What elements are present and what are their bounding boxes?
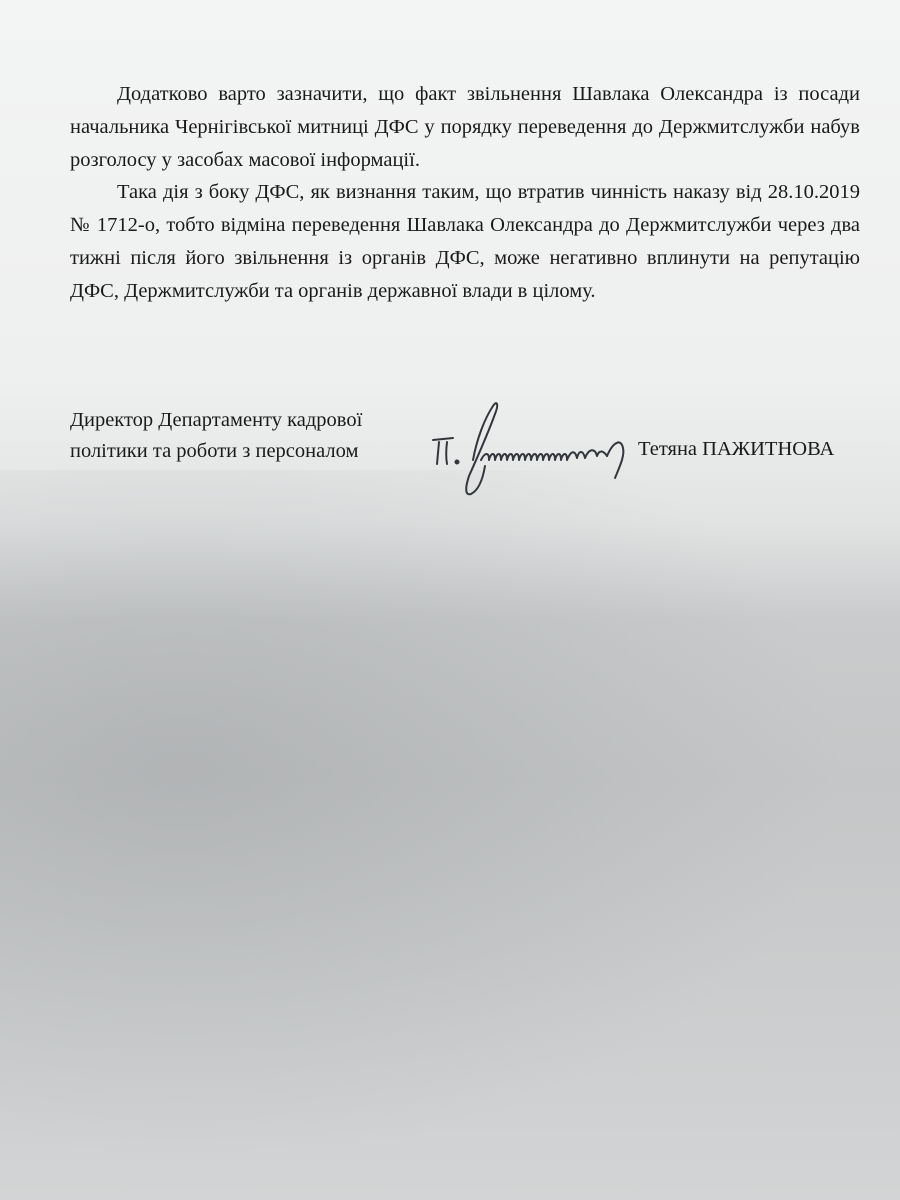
paragraph-reputation-impact: Така дія з боку ДФС, як визнання таким, що втратив чинність наказу від 28.10.2019 № 1712-о, тобто відміна переведення Шавлака Олександра до Держмитслужби через два тижні після його звільнення із органів ДФС, може негативно вплинути на репутацію ДФС, Держмитслужби та органів державної влади в цілому. bbox=[70, 181, 860, 302]
signatory-position-line-1: Директор Департаменту кадрової bbox=[70, 409, 363, 431]
handwritten-signature bbox=[425, 398, 655, 508]
paragraph-media-coverage: Додатково варто зазначити, що факт звільнення Шавлака Олександра із посади начальника Чернігівської митниці ДФС у порядку переведення до Держмитслужби набув розголосу у засобах масової інформації. bbox=[70, 83, 860, 171]
photo-shadow bbox=[0, 470, 900, 1200]
signatory-position-line-2: політики та роботи з персоналом bbox=[70, 440, 359, 462]
signatory-position bbox=[70, 405, 410, 467]
signatory-name: Тетяна ПАЖИТНОВА bbox=[638, 438, 835, 460]
